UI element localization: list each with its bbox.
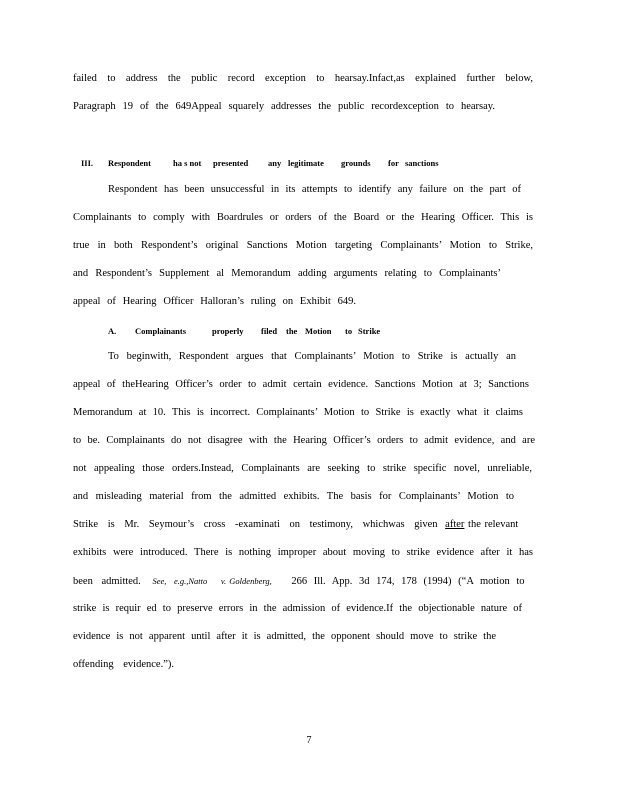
text-line: evidence is not apparent until after it is admitted, the opponent should move to strike the — [73, 631, 496, 642]
text-line — [73, 574, 533, 588]
text-segment: the relevant — [468, 519, 519, 530]
heading-word: filed — [261, 326, 278, 336]
heading-word: for — [388, 158, 399, 168]
underlined-word: after — [445, 519, 465, 530]
case-name: e.g.,Natto — [173, 576, 208, 586]
heading-word: the — [286, 326, 298, 336]
heading-letter: A. — [108, 326, 117, 336]
text-line: and Respondent’s Supplement al Memorandum adding arguments relating to Complainants’ — [73, 268, 501, 279]
heading-word: Respondent — [108, 158, 151, 168]
page-number: 7 — [306, 735, 312, 746]
heading-word: to — [345, 326, 353, 336]
text-line: Memorandum at 10. This is incorrect. Complainants’ Motion to Strike is exactly what it claims — [73, 407, 523, 418]
text-line: failed to address the public record exception to hearsay.Infact,as explained further below, — [73, 73, 533, 84]
text-line: to be. Complainants do not disagree with the Hearing Officer’s orders to admit evidence, and are — [73, 435, 535, 446]
text-line: strike is requir ed to preserve errors in the admission of evidence.If the objectionable nature of — [73, 603, 522, 614]
text-segment: been admitted. — [73, 576, 141, 587]
text-line: appeal of theHearing Officer’s order to admit certain evidence. Sanctions Motion at 3; Sanctions — [73, 379, 529, 390]
text-line: Paragraph 19 of the 649Appeal squarely addresses the public recordexception to hearsay. — [73, 101, 495, 112]
text-line: Complainants to comply with Boardrules or orders of the Board or the Hearing Officer. This is — [73, 212, 533, 223]
heading-word: ha s not — [173, 158, 202, 168]
heading-word: legitimate — [288, 158, 324, 168]
heading-word: Motion — [305, 326, 332, 336]
text-line: appeal of Hearing Officer Halloran’s ruling on Exhibit 649. — [73, 296, 356, 307]
text-line: To beginwith, Respondent argues that Complainants’ Motion to Strike is actually an — [108, 351, 516, 362]
text-line: exhibits were introduced. There is nothing improper about moving to strike evidence after it has — [73, 547, 533, 558]
text-line: and misleading material from the admitted exhibits. The basis for Complainants’ Motion to — [73, 491, 514, 502]
heading-word: Strike — [358, 326, 381, 336]
case-name: v. Goldenberg, — [220, 576, 272, 586]
text-segment: Strike is Mr. Seymour’s cross -examinati on testimony, whichwas given — [73, 519, 438, 530]
text-line: true in both Respondent’s original Sanctions Motion targeting Complainants’ Motion to Strike, — [73, 240, 533, 251]
heading-word: presented — [213, 158, 249, 168]
heading-word: grounds — [341, 158, 371, 168]
text-line — [73, 518, 533, 532]
heading-word: properly — [212, 326, 244, 336]
text-line: Respondent has been unsuccessful in its attempts to identify any failure on the part of — [108, 184, 521, 195]
heading-word: Complainants — [135, 326, 187, 336]
citation-signal: See, — [152, 576, 167, 586]
heading-numeral: III. — [81, 158, 94, 168]
text-line: not appealing those orders.Instead, Complainants are seeking to strike specific novel, unreliable, — [73, 463, 532, 474]
citation-text: 266 Ill. App. 3d 174, 178 (1994) (“A motion to — [291, 576, 525, 587]
text-line: offending evidence.”). — [73, 659, 174, 670]
heading-word: any — [268, 158, 282, 168]
heading-word: sanctions — [405, 158, 439, 168]
